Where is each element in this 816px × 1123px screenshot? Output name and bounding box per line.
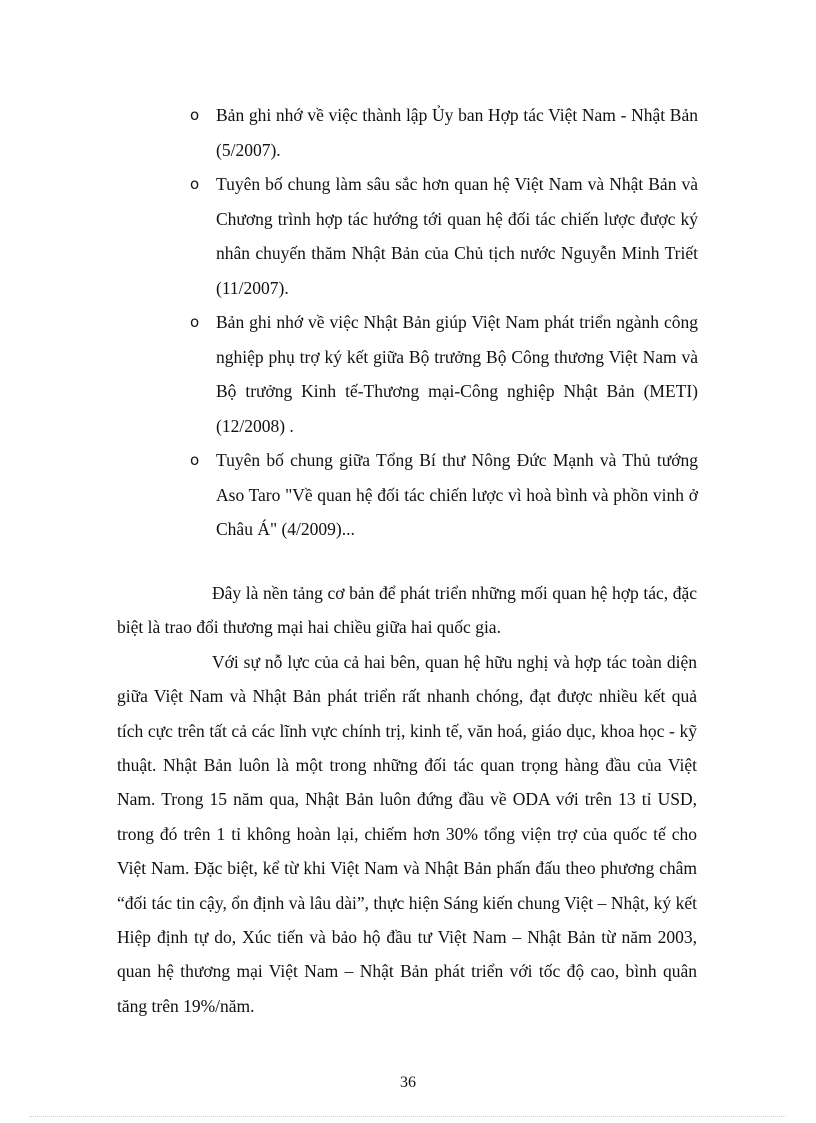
bullet-marker: o (190, 106, 200, 124)
list-item-text: Tuyên bố chung giữa Tổng Bí thư Nông Đức Mạnh và Thủ tướng Aso Taro "Về quan hệ đối tác chiến lược vì hoà bình và phồn vinh ở Châu Á" (4/2009)... (216, 450, 698, 539)
paragraph: Đây là nền tảng cơ bản để phát triển những mối quan hệ hợp tác, đặc biệt là trao đổi thương mại hai chiều giữa hai quốc gia. (117, 583, 697, 638)
list-item-text: Bản ghi nhớ về việc thành lập Ủy ban Hợp tác Việt Nam - Nhật Bản (5/2007). (216, 105, 698, 160)
bullet-marker: o (190, 451, 200, 469)
list-item-text: Bản ghi nhớ về việc Nhật Bản giúp Việt Nam phát triển ngành công nghiệp phụ trợ ký kết giữa Bộ trưởng Bộ Công thương Việt Nam và Bộ trưởng Kinh tế-Thương mại-Công nghiệp Nhật Bản (METI) (12/2008) . (216, 312, 698, 436)
bullet-marker: o (190, 175, 200, 193)
list-item (190, 443, 698, 547)
agreement-list (190, 98, 698, 547)
list-item (190, 167, 698, 305)
paragraph: Với sự nỗ lực của cả hai bên, quan hệ hữu nghị và hợp tác toàn diện giữa Việt Nam và Nhật Bản phát triển rất nhanh chóng, đạt được nhiều kết quả tích cực trên tất cả các lĩnh vực chính trị, kinh tế, văn hoá, giáo dục, khoa học - kỹ thuật. Nhật Bản luôn là một trong những đối tác quan trọng hàng đầu của Việt Nam. Trong 15 năm qua, Nhật Bản luôn đứng đầu về ODA với trên 13 tỉ USD, trong đó trên 1 tỉ không hoàn lại, chiếm hơn 30% tổng viện trợ của quốc tế cho Việt Nam. Đặc biệt, kể từ khi Việt Nam và Nhật Bản phấn đấu theo phương châm “đối tác tin cậy, ổn định và lâu dài”, thực hiện Sáng kiến chung Việt – Nhật, ký kết Hiệp định tự do, Xúc tiến và bảo hộ đầu tư Việt Nam – Nhật Bản từ năm 2003, quan hệ thương mại Việt Nam – Nhật Bản phát triển với tốc độ cao, bình quân tăng trên 19%/năm. (117, 651, 697, 1016)
body-text (117, 576, 697, 1023)
list-item (190, 305, 698, 443)
page-bottom-divider (30, 1116, 786, 1117)
bullet-marker: o (190, 313, 200, 331)
list-item (190, 98, 698, 167)
page-number: 36 (400, 1074, 416, 1091)
list-item-text: Tuyên bố chung làm sâu sắc hơn quan hệ Việt Nam và Nhật Bản và Chương trình hợp tác hướng tới quan hệ đối tác chiến lược được ký nhân chuyến thăm Nhật Bản của Chủ tịch nước Nguyễn Minh Triết (11/2007). (216, 174, 698, 298)
